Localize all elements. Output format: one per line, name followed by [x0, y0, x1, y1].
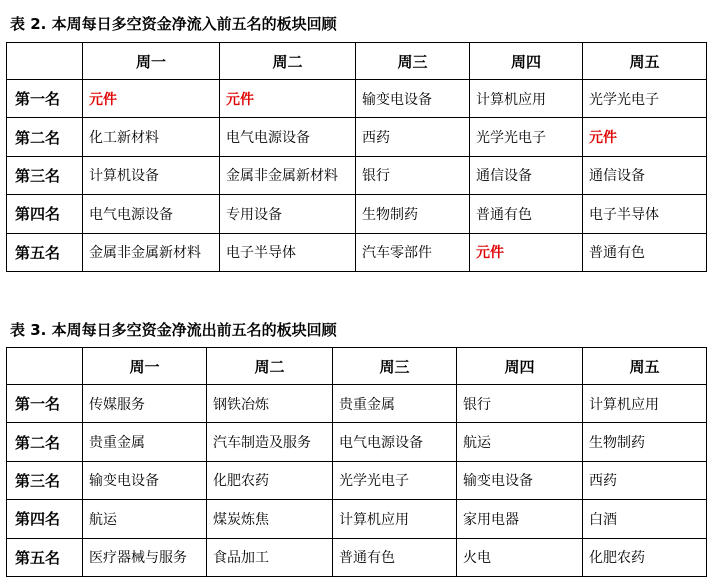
rank-label: 第三名	[7, 461, 83, 499]
sector-cell: 输变电设备	[457, 461, 583, 499]
day-header: 周四	[457, 348, 583, 385]
day-header: 周四	[470, 43, 583, 80]
sector-cell: 白酒	[583, 500, 707, 538]
sector-cell: 普通有色	[470, 195, 583, 233]
rank-label: 第二名	[7, 118, 83, 156]
sector-cell: 计算机应用	[470, 80, 583, 118]
table-row	[7, 80, 707, 118]
day-header: 周一	[83, 43, 220, 80]
sector-cell: 贵重金属	[333, 385, 457, 423]
sector-cell: 生物制药	[356, 195, 470, 233]
sector-cell: 传媒服务	[83, 385, 207, 423]
sector-cell: 元件	[470, 233, 583, 271]
sector-cell: 汽车制造及服务	[207, 423, 333, 461]
day-header: 周一	[83, 348, 207, 385]
sector-cell: 银行	[356, 156, 470, 194]
sector-cell: 电气电源设备	[220, 118, 356, 156]
sector-cell: 化工新材料	[83, 118, 220, 156]
rank-label: 第三名	[7, 156, 83, 194]
table-caption-inflow: 表 2. 本周每日多空资金净流入前五名的板块回顾	[10, 15, 337, 33]
sector-cell: 西药	[356, 118, 470, 156]
sector-cell: 普通有色	[333, 538, 457, 576]
sector-cell: 航运	[457, 423, 583, 461]
sector-cell: 输变电设备	[83, 461, 207, 499]
rank-label: 第四名	[7, 500, 83, 538]
sector-cell: 煤炭炼焦	[207, 500, 333, 538]
rank-label: 第一名	[7, 80, 83, 118]
header-row	[7, 348, 707, 385]
day-header: 周二	[207, 348, 333, 385]
table-row	[7, 195, 707, 233]
day-header: 周二	[220, 43, 356, 80]
sector-cell: 火电	[457, 538, 583, 576]
sector-cell: 光学光电子	[583, 80, 707, 118]
table-row	[7, 461, 707, 499]
inflow-table	[6, 42, 707, 272]
rank-label: 第二名	[7, 423, 83, 461]
sector-cell: 家用电器	[457, 500, 583, 538]
day-header: 周五	[583, 43, 707, 80]
sector-cell: 元件	[220, 80, 356, 118]
sector-cell: 金属非金属新材料	[83, 233, 220, 271]
rank-label: 第四名	[7, 195, 83, 233]
sector-cell: 电子半导体	[220, 233, 356, 271]
table-row	[7, 233, 707, 271]
sector-cell: 金属非金属新材料	[220, 156, 356, 194]
sector-cell: 西药	[583, 461, 707, 499]
sector-cell: 银行	[457, 385, 583, 423]
sector-cell: 钢铁冶炼	[207, 385, 333, 423]
table-row	[7, 423, 707, 461]
outflow-table	[6, 347, 707, 577]
sector-cell: 食品加工	[207, 538, 333, 576]
sector-cell: 计算机应用	[333, 500, 457, 538]
sector-cell: 生物制药	[583, 423, 707, 461]
sector-cell: 汽车零部件	[356, 233, 470, 271]
sector-cell: 计算机设备	[83, 156, 220, 194]
sector-cell: 光学光电子	[470, 118, 583, 156]
sector-cell: 电气电源设备	[83, 195, 220, 233]
table-row	[7, 500, 707, 538]
rank-label: 第一名	[7, 385, 83, 423]
sector-cell: 医疗器械与服务	[83, 538, 207, 576]
sector-cell: 普通有色	[583, 233, 707, 271]
sector-cell: 贵重金属	[83, 423, 207, 461]
table-caption-outflow: 表 3. 本周每日多空资金净流出前五名的板块回顾	[10, 321, 337, 339]
rank-label: 第五名	[7, 233, 83, 271]
table-row	[7, 156, 707, 194]
day-header: 周三	[356, 43, 470, 80]
sector-cell: 元件	[583, 118, 707, 156]
sector-cell: 电子半导体	[583, 195, 707, 233]
sector-cell: 计算机应用	[583, 385, 707, 423]
sector-cell: 化肥农药	[207, 461, 333, 499]
table-row	[7, 385, 707, 423]
sector-cell: 航运	[83, 500, 207, 538]
sector-cell: 光学光电子	[333, 461, 457, 499]
sector-cell: 通信设备	[583, 156, 707, 194]
rank-label: 第五名	[7, 538, 83, 576]
corner-cell	[7, 43, 83, 80]
sector-cell: 输变电设备	[356, 80, 470, 118]
header-row	[7, 43, 707, 80]
sector-cell: 专用设备	[220, 195, 356, 233]
sector-cell: 元件	[83, 80, 220, 118]
sector-cell: 通信设备	[470, 156, 583, 194]
sector-cell: 化肥农药	[583, 538, 707, 576]
table-row	[7, 538, 707, 576]
day-header: 周三	[333, 348, 457, 385]
table-row	[7, 118, 707, 156]
corner-cell	[7, 348, 83, 385]
sector-cell: 电气电源设备	[333, 423, 457, 461]
day-header: 周五	[583, 348, 707, 385]
